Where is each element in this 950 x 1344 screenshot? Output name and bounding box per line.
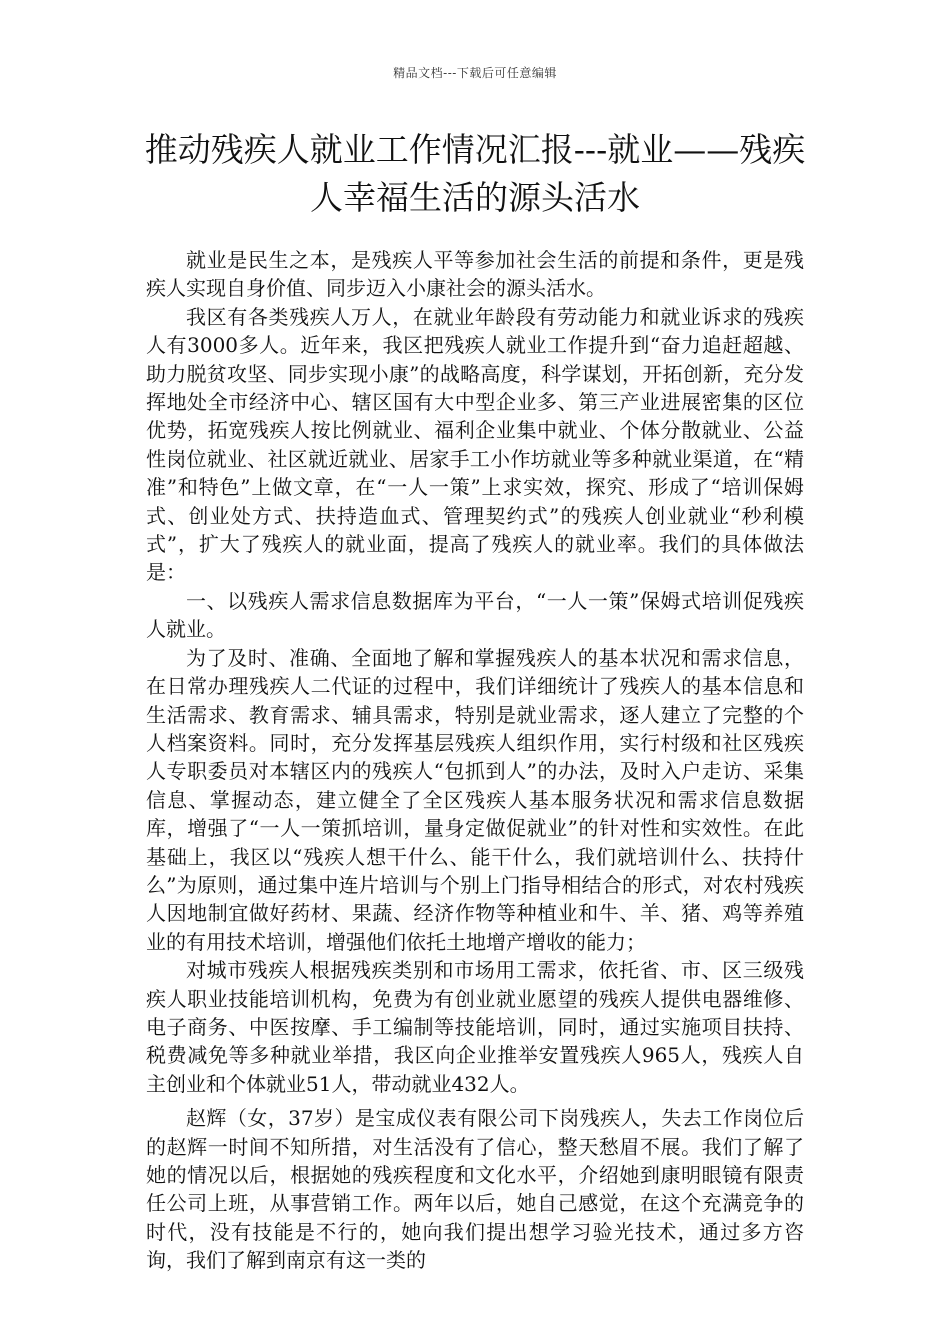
paragraph-overview: 我区有各类残疾人万人，在就业年龄段有劳动能力和就业诉求的残疾人有3000多人。近年来，我区把残疾人就业工作提升到“奋力追赶超越、助力脱贫攻坚、同步实现小康”的战略高度，科学谋划，开拓创新，充分发挥地处全市经济中心、辖区国有大中型企业多、第三产业进展密集的区位优势，拓宽残疾人按比例就业、福利企业集中就业、个体分散就业、公益性岗位就业、社区就近就业、居家手工小作坊就业等多种就业渠道，在“精准”和特色”上做文章，在“一人一策”上求实效，探究、形成了“培训保姆式、创业处方式、扶持造血式、管理契约式”的残疾人创业就业“秒利模式”，扩大了残疾人的就业面，提高了残疾人的就业率。我们的具体做法是： [146,304,804,585]
document-title: 推动残疾人就业工作情况汇报---就业——残疾人幸福生活的源头活水 [144,130,806,217]
paragraph-case-zhaohui: 赵辉（女，37岁）是宝成仪表有限公司下岗残疾人，失去工作岗位后的赵辉一时间不知所措，对生活没有了信心，整天愁眉不展。我们了解了她的情况以后，根据她的残疾程度和文化水平，介绍她到康明眼镜有限责任公司上班，从事营销工作。两年以后，她自己感觉，在这个充满竞争的时代，没有技能是不行的，她向我们提出想学习验光技术，通过多方咨询，我们了解到南京有这一类的 [146,1106,804,1273]
paragraph-intro: 就业是民生之本，是残疾人平等参加社会生活的前提和条件，更是残疾人实现自身价值、同步迈入小康社会的源头活水。 [146,248,804,301]
document-body [146,246,804,1275]
paragraph-database: 为了及时、准确、全面地了解和掌握残疾人的基本状况和需求信息，在日常办理残疾人二代证的过程中，我们详细统计了残疾人的基本信息和生活需求、教育需求、辅具需求，特别是就业需求，逐人建立了完整的个人档案资料。同时，充分发挥基层残疾人组织作用，实行村级和社区残疾人专职委员对本辖区内的残疾人“包抓到人”的办法，及时入户走访、采集信息、掌握动态，建立健全了全区残疾人基本服务状况和需求信息数据库，增强了“一人一策抓培训，量身定做促就业”的针对性和实效性。在此基础上，我区以“残疾人想干什么、能干什么，我们就培训什么、扶持什么”为原则，通过集中连片培训与个别上门指导相结合的形式，对农村残疾人因地制宜做好药材、果蔬、经济作物等种植业和牛、羊、猪、鸡等养殖业的有用技术培训，增强他们依托土地增产增收的能力； [146,645,804,954]
page-header-note: 精品文档---下载后可任意编辑 [393,66,557,80]
section-heading-one: 一、以残疾人需求信息数据库为平台，“一人一策”保姆式培训促残疾人就业。 [146,588,804,642]
paragraph-urban-training: 对城市残疾人根据残疾类别和市场用工需求，依托省、市、区三级残疾人职业技能培训机构，免费为有创业就业愿望的残疾人提供电器维修、电子商务、中医按摩、手工编制等技能培训，同时，通过实施项目扶持、税费减免等多种就业举措，我区向企业推举安置残疾人965人，残疾人自主创业和个体就业51人，带动就业432人。 [146,958,804,1096]
